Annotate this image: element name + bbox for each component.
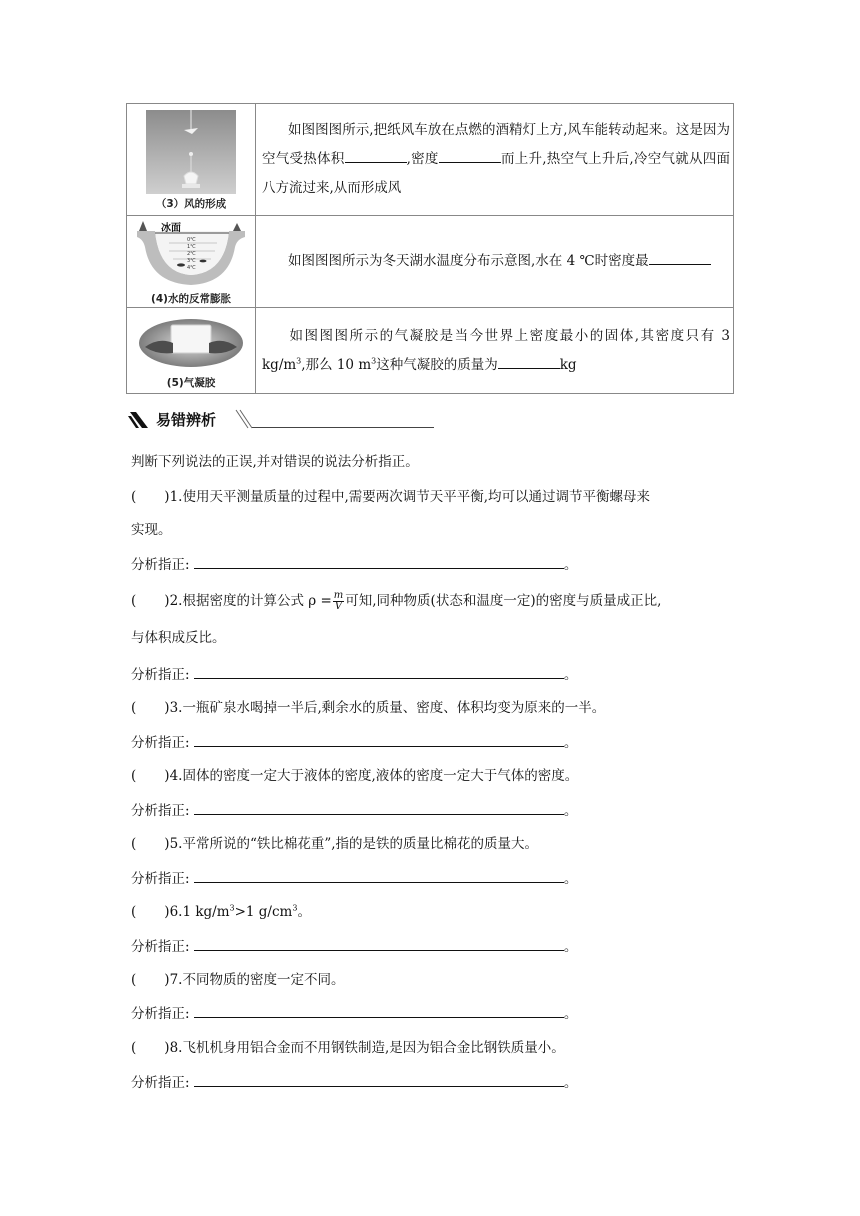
judge-paren-close: ) bbox=[164, 836, 170, 852]
section-underline bbox=[252, 427, 434, 428]
item-text: 4.固体的密度一定大于液体的密度,液体的密度一定大于气体的密度。 bbox=[169, 768, 579, 784]
judge-paren-open: ( bbox=[131, 489, 137, 505]
analysis-input[interactable] bbox=[194, 554, 564, 569]
analysis-label: 分析指正: bbox=[131, 557, 190, 573]
figure-caption: (5)气凝胶 bbox=[166, 376, 216, 389]
table-row-aerogel bbox=[127, 308, 734, 394]
item-text: 8.飞机机身用铝合金而不用钢铁制造,是因为铝合金比钢铁质量小。 bbox=[169, 1040, 565, 1056]
answer-blank[interactable] bbox=[649, 250, 711, 265]
period: 。 bbox=[563, 939, 578, 955]
period: 。 bbox=[563, 1006, 578, 1022]
svg-text:2℃: 2℃ bbox=[187, 250, 196, 257]
judge-paren-open: ( bbox=[131, 768, 137, 784]
row-text: 如图图图所示,把纸风车放在点燃的酒精灯上方,风车能转动起来。这是因为空气受热体积 bbox=[262, 122, 730, 167]
analysis-line bbox=[131, 664, 577, 685]
analysis-line bbox=[131, 732, 577, 753]
list-item bbox=[131, 970, 344, 990]
answer-blank[interactable] bbox=[345, 148, 407, 163]
list-item bbox=[131, 834, 538, 854]
analysis-input[interactable] bbox=[194, 868, 564, 883]
superscript: 3 bbox=[296, 356, 302, 365]
row-text: 如图图图所示为冬天湖水温度分布示意图,水在 4 ℃时密度最 bbox=[288, 253, 649, 269]
concept-table bbox=[126, 103, 734, 394]
item-text: 可知,同种物质(状态和温度一定)的密度与质量成正比, bbox=[345, 593, 662, 609]
figure-caption: (4)水的反常膨胀 bbox=[151, 292, 231, 305]
list-item bbox=[131, 1038, 565, 1058]
item-text: 3.一瓶矿泉水喝掉一半后,剩余水的质量、密度、体积均变为原来的一半。 bbox=[169, 700, 606, 716]
judge-paren-open: ( bbox=[131, 700, 137, 716]
fraction-numerator: m bbox=[333, 590, 344, 601]
list-item bbox=[131, 698, 605, 718]
svg-text:4℃: 4℃ bbox=[187, 264, 196, 271]
analysis-input[interactable] bbox=[194, 1072, 564, 1087]
instructions: 判断下列说法的正误,并对错误的说法分析指正。 bbox=[131, 454, 419, 470]
analysis-label: 分析指正: bbox=[131, 803, 190, 819]
analysis-input[interactable] bbox=[194, 936, 564, 951]
period: 。 bbox=[563, 557, 578, 573]
judge-paren-open: ( bbox=[131, 593, 137, 609]
row-text: ,那么 10 m bbox=[301, 356, 372, 373]
analysis-label: 分析指正: bbox=[131, 735, 190, 751]
text-cell-aerogel bbox=[256, 308, 734, 394]
period: 。 bbox=[563, 1075, 578, 1091]
answer-blank[interactable] bbox=[439, 148, 501, 163]
analysis-input[interactable] bbox=[194, 1003, 564, 1018]
superscript: 3 bbox=[371, 356, 377, 365]
analysis-line bbox=[131, 936, 577, 957]
analysis-label: 分析指正: bbox=[131, 1075, 190, 1091]
superscript: 3 bbox=[229, 903, 235, 913]
table-row-water bbox=[127, 216, 734, 308]
section-marker-icon bbox=[128, 410, 150, 430]
section-title: 易错辨析 bbox=[156, 411, 217, 429]
ice-surface-label: 冰面 bbox=[161, 222, 181, 234]
wind-figure bbox=[141, 106, 241, 214]
list-item bbox=[131, 766, 578, 786]
judge-paren-open: ( bbox=[131, 1040, 137, 1056]
list-item bbox=[131, 591, 661, 612]
water-figure bbox=[131, 217, 251, 307]
analysis-label: 分析指正: bbox=[131, 871, 190, 887]
text-cell-wind bbox=[256, 104, 734, 216]
list-item bbox=[131, 902, 311, 922]
judge-paren-close: ) bbox=[164, 1040, 170, 1056]
item-text-continued: 与体积成反比。 bbox=[131, 630, 226, 646]
row-text: 而上升,热空气上升后,冷空气就从四面八方流过来,从而形成风 bbox=[262, 151, 731, 196]
fraction-denominator: V bbox=[334, 601, 343, 612]
judge-paren-close: ) bbox=[164, 700, 170, 716]
analysis-line bbox=[131, 1072, 577, 1093]
judge-paren-close: ) bbox=[164, 593, 170, 609]
figure-cell-water bbox=[127, 216, 256, 308]
svg-text:3℃: 3℃ bbox=[187, 257, 196, 264]
judge-paren-close: ) bbox=[164, 768, 170, 784]
row-text: kg bbox=[559, 356, 577, 373]
item-text: 6.1 kg/m bbox=[169, 904, 230, 920]
table-row-wind bbox=[127, 104, 734, 216]
period: 。 bbox=[563, 735, 578, 751]
figure-cell-wind bbox=[127, 104, 256, 216]
row-text: 如图图图所示的气凝胶是当今世界上密度最小的固体,其密度只有 3 kg/m bbox=[262, 327, 730, 373]
list-item bbox=[131, 487, 650, 507]
analysis-line bbox=[131, 800, 577, 821]
superscript: 3 bbox=[292, 903, 298, 913]
item-text: 2.根据密度的计算公式 ρ = bbox=[169, 593, 332, 609]
item-text: 5.平常所说的“铁比棉花重”,指的是铁的质量比棉花的质量大。 bbox=[169, 836, 539, 852]
period: 。 bbox=[563, 667, 578, 683]
judge-paren-open: ( bbox=[131, 972, 137, 988]
judge-paren-open: ( bbox=[131, 836, 137, 852]
section-slash-icon bbox=[234, 408, 252, 430]
analysis-input[interactable] bbox=[194, 800, 564, 815]
item-text: 7.不同物质的密度一定不同。 bbox=[169, 972, 345, 988]
section-header bbox=[126, 408, 446, 432]
svg-text:0℃: 0℃ bbox=[187, 236, 196, 243]
period: 。 bbox=[563, 803, 578, 819]
analysis-line bbox=[131, 554, 577, 575]
judge-paren-close: ) bbox=[164, 489, 170, 505]
aerogel-image bbox=[139, 313, 243, 369]
item-text-continued: 实现。 bbox=[131, 522, 172, 538]
item-text: 。 bbox=[297, 904, 311, 920]
analysis-input[interactable] bbox=[194, 732, 564, 747]
row-text: ,密度 bbox=[406, 151, 439, 167]
item-text: >1 g/cm bbox=[234, 904, 293, 920]
period: 。 bbox=[563, 871, 578, 887]
lake-diagram bbox=[133, 217, 249, 287]
analysis-line bbox=[131, 1003, 577, 1024]
figure-cell-aerogel bbox=[127, 308, 256, 394]
answer-blank[interactable] bbox=[498, 354, 560, 369]
svg-text:1℃: 1℃ bbox=[187, 243, 196, 250]
text-cell-water bbox=[256, 216, 734, 308]
wind-pinwheel-image bbox=[146, 110, 236, 194]
item-text: 1.使用天平测量质量的过程中,需要两次调节天平平衡,均可以通过调节平衡螺母来 bbox=[169, 489, 651, 505]
judge-paren-open: ( bbox=[131, 904, 137, 920]
analysis-input[interactable] bbox=[194, 664, 564, 679]
judge-paren-close: ) bbox=[164, 972, 170, 988]
analysis-label: 分析指正: bbox=[131, 667, 190, 683]
figure-caption: （3）风的形成 bbox=[155, 197, 227, 210]
row-text: 这种气凝胶的质量为 bbox=[376, 356, 498, 373]
analysis-label: 分析指正: bbox=[131, 1006, 190, 1022]
analysis-line bbox=[131, 868, 577, 889]
density-fraction bbox=[333, 591, 344, 612]
analysis-label: 分析指正: bbox=[131, 939, 190, 955]
aerogel-figure bbox=[131, 309, 251, 393]
judge-paren-close: ) bbox=[164, 904, 170, 920]
